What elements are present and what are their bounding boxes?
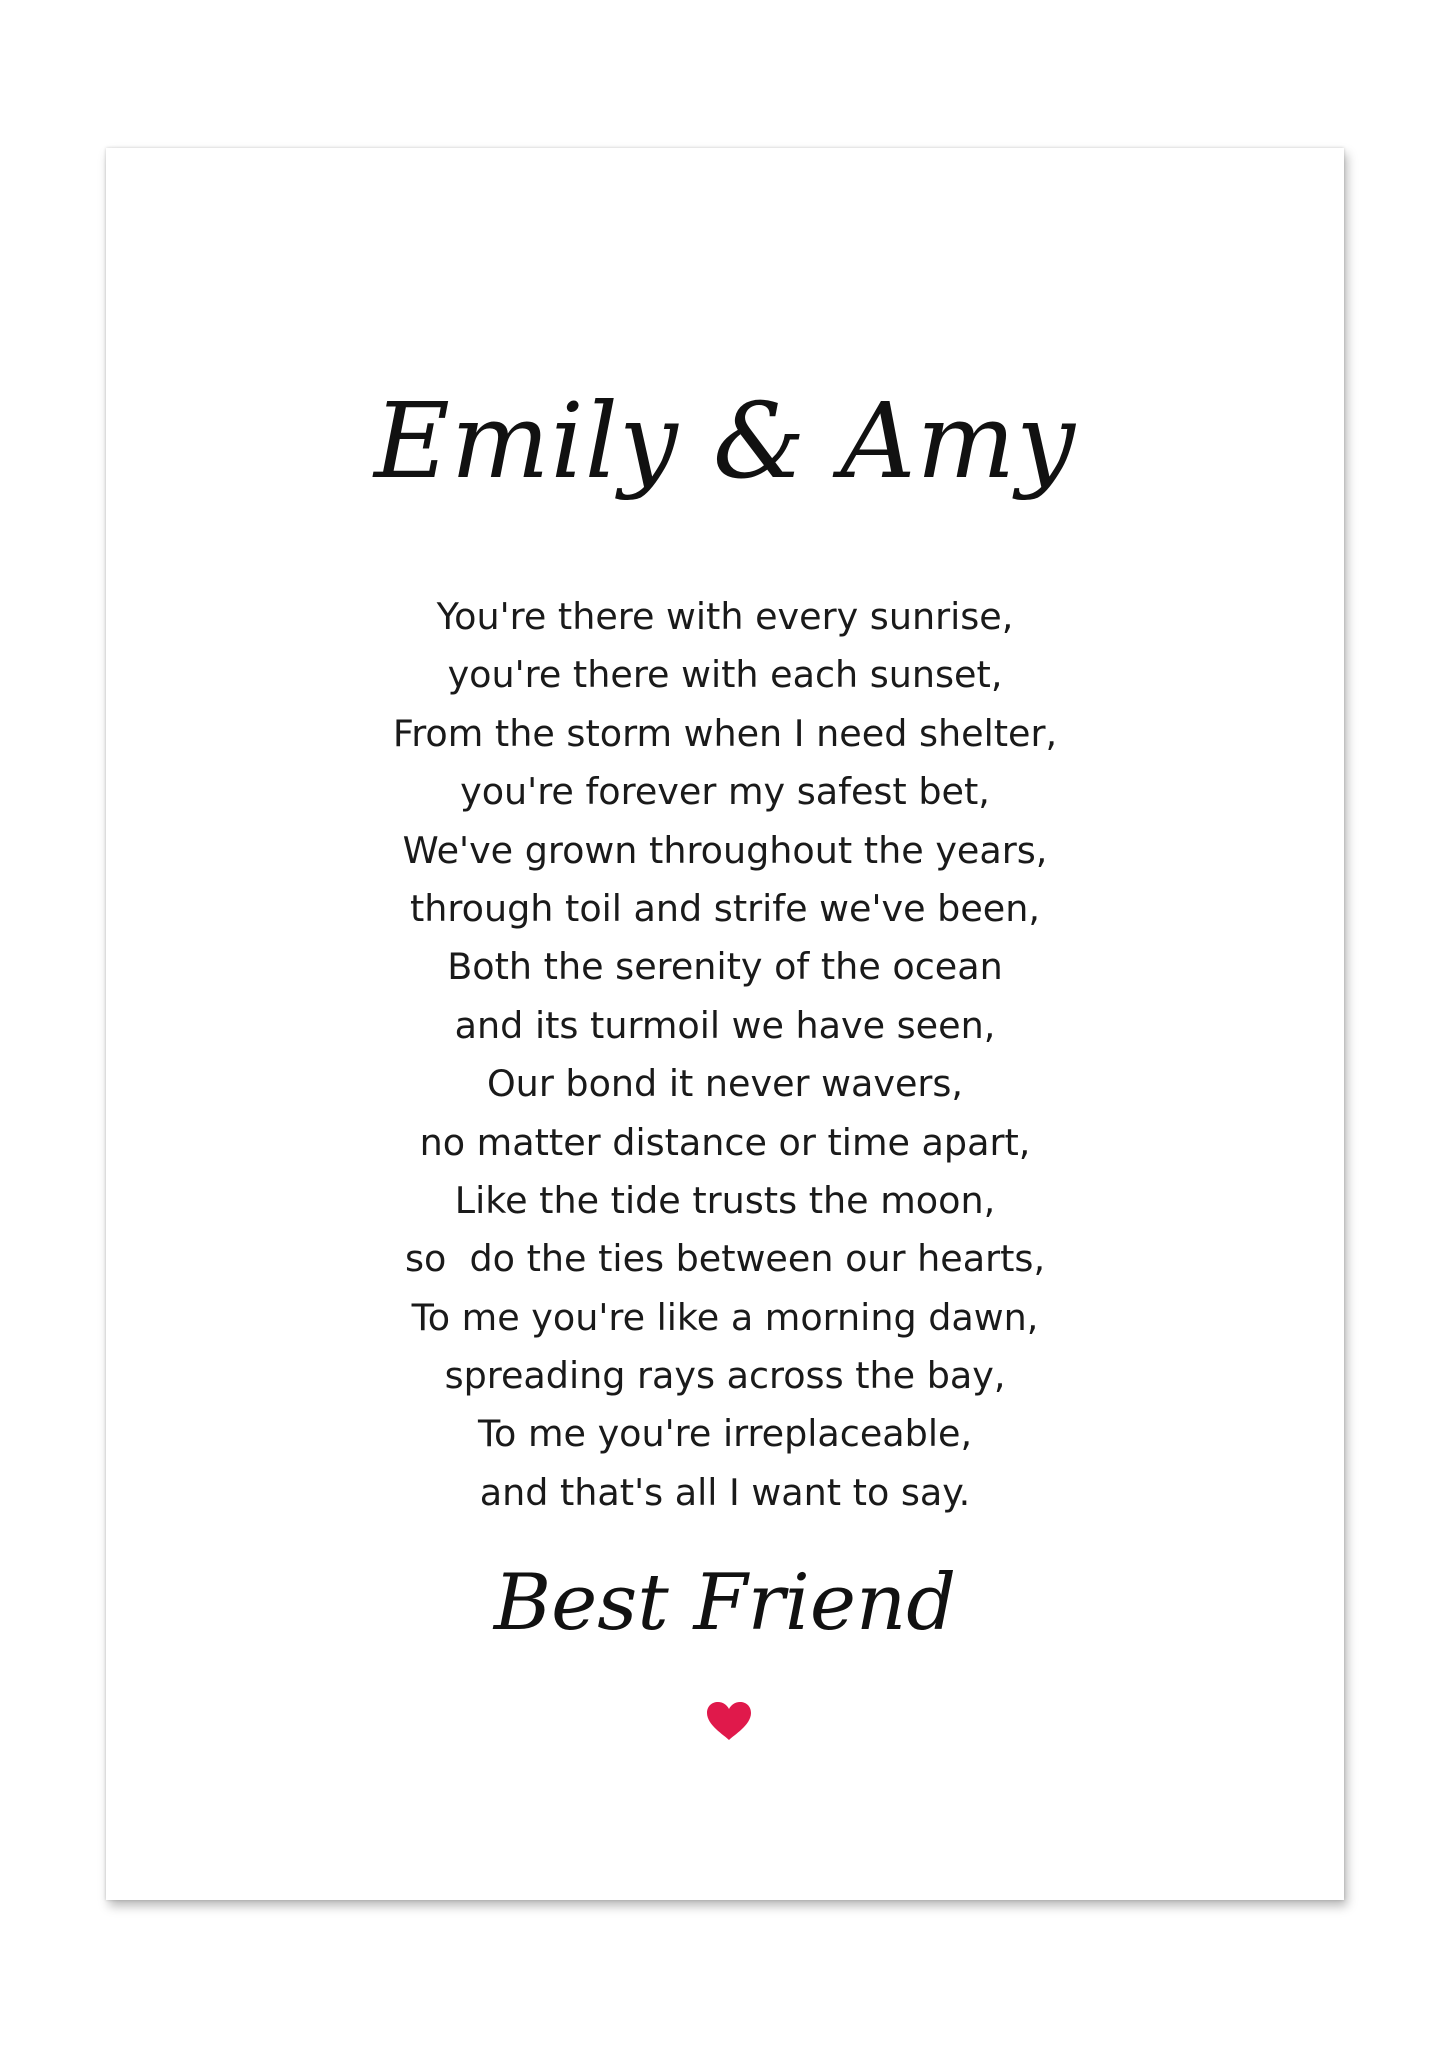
poem-line: Our bond it never wavers, — [486, 1062, 964, 1106]
poem-line: no matter distance or time apart, — [419, 1120, 1031, 1164]
heart-icon — [706, 1701, 752, 1741]
poem-line: From the storm when I need shelter, — [392, 711, 1058, 755]
poem-line: Like the tide trusts the moon, — [454, 1178, 996, 1222]
poem-line: you're there with each sunset, — [447, 653, 1003, 697]
poem-line: and its turmoil we have seen, — [454, 1003, 996, 1047]
poem-line: Both the serenity of the ocean — [447, 945, 1003, 989]
poem-line: You're there with every sunrise, — [436, 595, 1014, 638]
poem-line: you're forever my safest bet, — [460, 770, 990, 814]
print-sheet — [106, 148, 1344, 1900]
poem-line: through toil and strife we've been, — [409, 886, 1041, 930]
poem-line: and that's all I want to say. — [479, 1470, 971, 1514]
names-title: Emily & Amy — [374, 380, 1076, 502]
poem-line: We've grown throughout the years, — [402, 828, 1048, 872]
sign-off: Best Friend — [493, 1558, 957, 1648]
poem-line: To me you're like a morning dawn, — [411, 1295, 1039, 1339]
poem-line: To me you're irreplaceable, — [477, 1412, 973, 1456]
poem-line: spreading rays across the bay, — [444, 1354, 1006, 1398]
poem — [106, 588, 1344, 1522]
heart-shape — [707, 1702, 751, 1740]
poem-line: so do the ties between our hearts, — [404, 1237, 1046, 1281]
